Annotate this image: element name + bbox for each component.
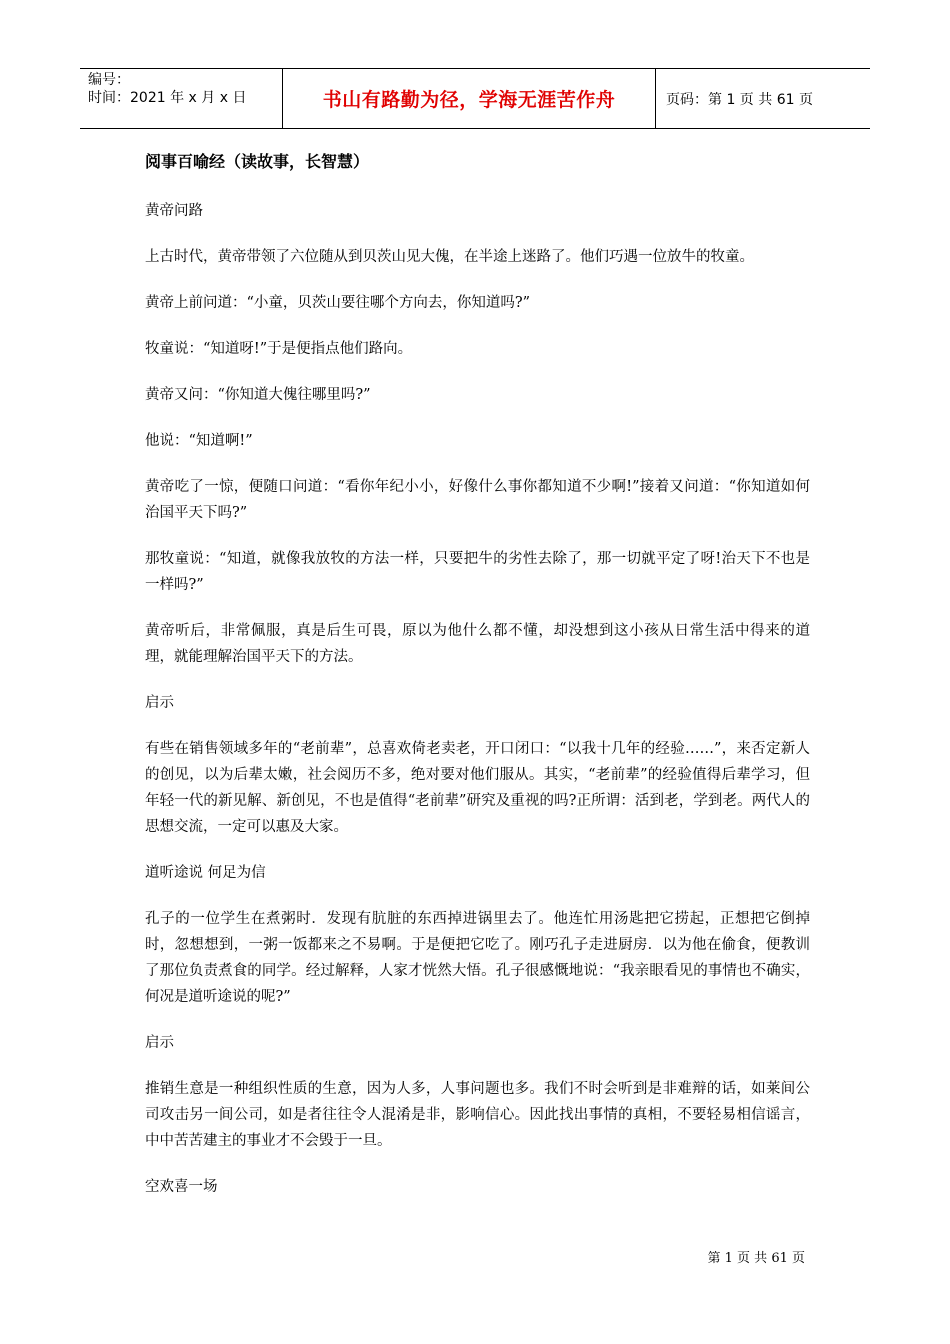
document-body (145, 150, 810, 1220)
section-heading: 黄帝问路 (145, 203, 203, 219)
motto-text: 书山有路勤为径，学海无涯苦作舟 (322, 89, 616, 111)
document-header (80, 68, 870, 129)
paragraph: 那牧童说：“知道，就像我放牧的方法一样，只要把牛的劣性去除了，那一切就平定了呀!治天下不也是一样吗?” (145, 551, 810, 593)
paragraph: 黄帝吃了一惊，便随口问道：“看你年纪小小，好像什么事你都知道不少啊!”接着又问道：“你知道如何治国平天下吗?” (145, 479, 810, 521)
section-heading: 空欢喜一场 (145, 1179, 218, 1195)
header-meta-cell (80, 69, 283, 128)
page-footer: 第 1 页 共 61 页 (707, 1251, 805, 1266)
paragraph: 牧童说：“知道呀!”于是便指点他们路向。 (145, 341, 413, 357)
number-label: 编号： (88, 72, 130, 88)
section-heading: 道听途说 何足为信 (145, 865, 266, 881)
document-title: 阅事百喻经（读故事，长智慧） (145, 152, 370, 171)
section-heading: 启示 (145, 1035, 174, 1051)
time-label: 时间：2021 年 x 月 x 日 (88, 90, 247, 106)
paragraph: 黄帝听后，非常佩服，真是后生可畏，原以为他什么都不懂，却没想到这小孩从日常生活中得来的道理，就能理解治国平天下的方法。 (145, 623, 810, 665)
paragraph: 黄帝又问：“你知道大傀往哪里吗?” (145, 387, 371, 403)
paragraph: 孔子的一位学生在煮粥时．发现有肮脏的东西掉进锅里去了。他连忙用汤匙把它捞起，正想把它倒掉时，忽想想到，一粥一饭都来之不易啊。于是便把它吃了。刚巧孔子走进厨房．以为他在偷食，便教训了那位负责煮食的同学。经过解释，人家才恍然大悟。孔子很感慨地说：“我亲眼看见的事情也不确实，何况是道听途说的呢?” (145, 911, 810, 1005)
header-motto-cell (283, 69, 656, 128)
page-label: 页码：第 1 页 共 61 页 (666, 91, 813, 108)
paragraph: 上古时代，黄帝带领了六位随从到贝茨山见大傀，在半途上迷路了。他们巧遇一位放牛的牧童。 (145, 249, 754, 265)
paragraph: 他说：“知道啊!” (145, 433, 253, 449)
paragraph: 有些在销售领域多年的“老前辈”，总喜欢倚老卖老，开口闭口：“以我十几年的经验……”，来否定新人的创见，以为后辈太嫩，社会阅历不多，绝对要对他们服从。其实，“老前辈”的经验值得后辈学习，但年轻一代的新见解、新创见，不也是值得“老前辈”研究及重视的吗?正所谓：活到老，学到老。两代人的思想交流，一定可以惠及大家。 (145, 741, 810, 835)
paragraph: 推销生意是一种组织性质的生意，因为人多，人事问题也多。我们不时会听到是非难辩的话，如莱间公司攻击另一间公司，如是者往往令人混淆是非，影响信心。因此找出事情的真相，不要轻易相信谣言，中中苦苦建主的事业才不会毁于一旦。 (145, 1081, 810, 1149)
paragraph: 黄帝上前问道：“小童，贝茨山要往哪个方向去，你知道吗?” (145, 295, 531, 311)
header-page-cell (656, 69, 870, 128)
section-heading: 启示 (145, 695, 174, 711)
